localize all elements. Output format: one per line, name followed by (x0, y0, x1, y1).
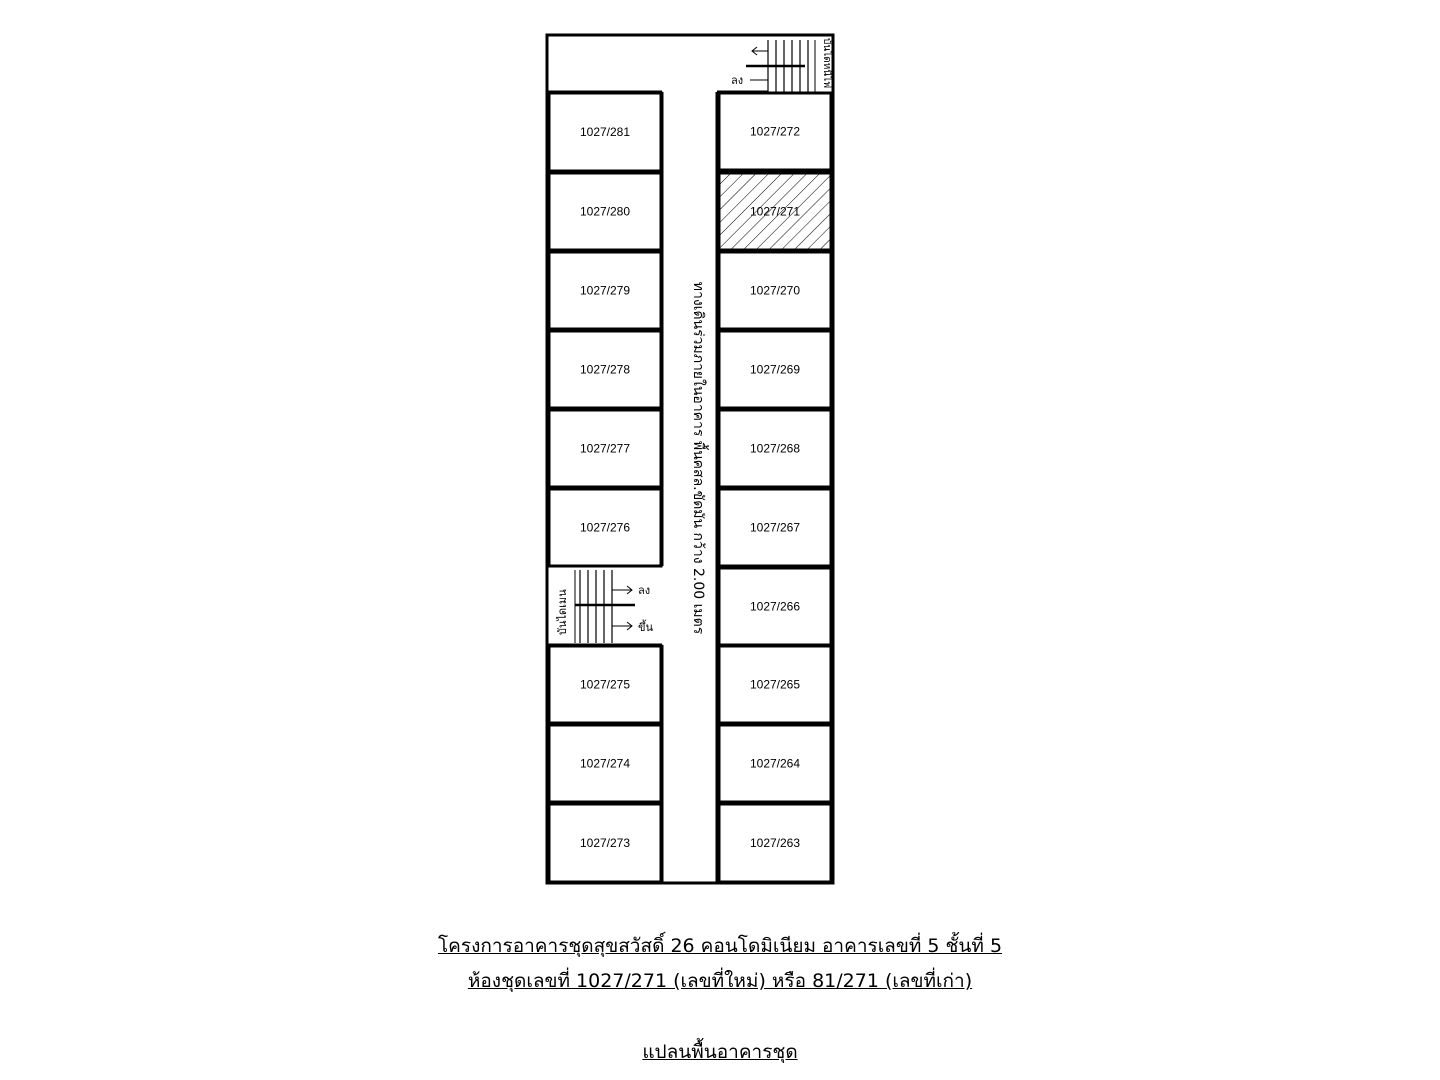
unit-label: 1027/264 (749, 756, 801, 771)
fire-stair (731, 38, 833, 92)
main-stair (547, 566, 662, 645)
corridor-label: ทางเดินร่วมภายในอาคาร พื้นคสล.ขัดมัน กว้าง 2.00 เมตร (690, 281, 706, 635)
unit-label: 1027/279 (579, 283, 631, 298)
main-stair-up-label: ขึ้น (638, 621, 654, 634)
right-units (719, 93, 831, 882)
caption-plan-title: แปลนพื้นอาคารชุด (642, 1041, 798, 1063)
main-stair-label: บันไดเมน (556, 589, 569, 635)
main-stair-down-label: ลง (638, 584, 651, 597)
caption-unit-line: ห้องชุดเลขที่ 1027/271 (เลขที่ใหม่) หรือ 81/271 (เลขที่เก่า) (467, 970, 973, 992)
unit-label: 1027/275 (579, 677, 631, 692)
left-units (549, 93, 661, 882)
unit-label: 1027/270 (749, 283, 801, 298)
unit-label: 1027/280 (579, 204, 631, 219)
unit-label: 1027/268 (749, 441, 801, 456)
unit-label: 1027/263 (749, 836, 801, 850)
unit-label: 1027/265 (749, 677, 801, 692)
unit-label: 1027/276 (579, 520, 631, 535)
fire-stair-label: บันไดหนีไฟ (821, 38, 832, 89)
unit-label: 1027/267 (749, 520, 801, 535)
unit-label: 1027/277 (579, 441, 631, 456)
fire-stair-down-label: ลง (731, 74, 744, 87)
unit-label: 1027/278 (579, 362, 631, 377)
caption-project-line: โครงการอาคารชุดสุขสวัสดิ์ 26 คอนโดมิเนียม อาคารเลขที่ 5 ชั้นที่ 5 (437, 935, 1003, 957)
unit-label: 1027/269 (749, 362, 801, 377)
unit-label: 1027/273 (579, 836, 631, 850)
unit-label: 1027/271 (749, 204, 801, 219)
unit-label: 1027/281 (579, 125, 631, 139)
unit-label: 1027/274 (579, 756, 631, 771)
unit-label: 1027/272 (749, 124, 801, 139)
unit-label: 1027/266 (749, 599, 801, 614)
